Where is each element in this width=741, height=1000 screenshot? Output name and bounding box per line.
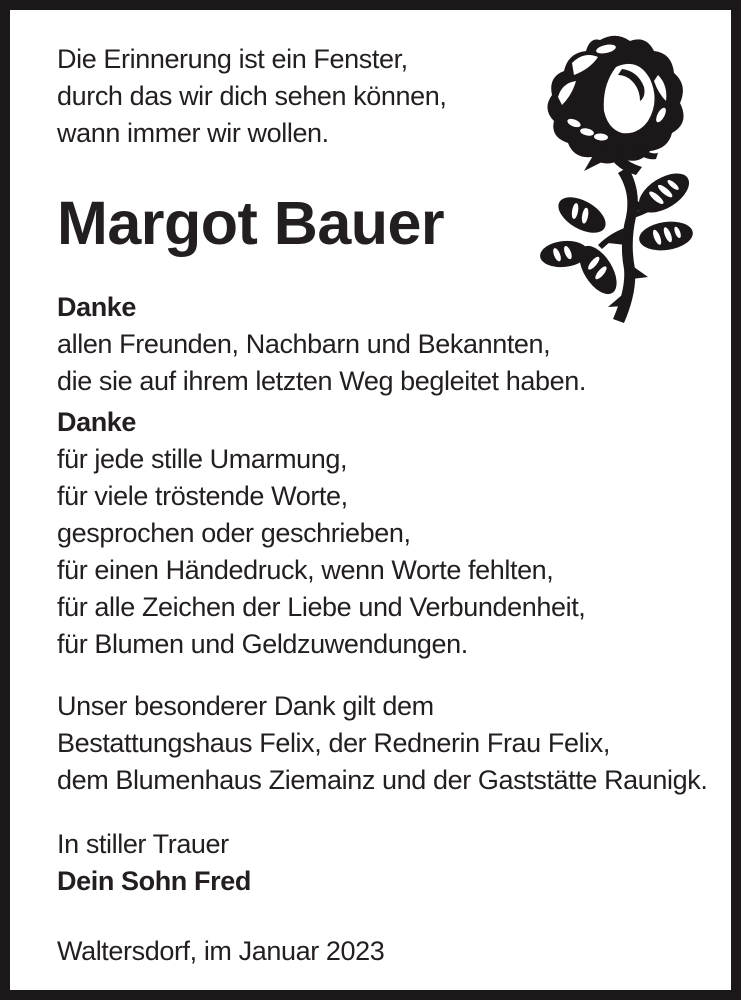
special-thanks-line: dem Blumenhaus Ziemainz und der Gaststätte Raunigk. (57, 765, 708, 795)
rose-illustration (538, 30, 696, 328)
deceased-name: Margot Bauer (57, 189, 445, 257)
poem-line: durch das wir dich sehen können, (57, 81, 447, 111)
place-dateline: Waltersdorf, im Januar 2023 (57, 936, 385, 966)
thanks-line: für jede stille Umarmung, (57, 444, 348, 474)
thanks-line: für viele tröstende Worte, (57, 481, 348, 511)
thanks-line: gesprochen oder geschrieben, (57, 518, 411, 548)
thanks-line: für einen Händedruck, wenn Worte fehlten, (57, 555, 554, 585)
special-thanks (57, 688, 707, 799)
poem-line: wann immer wir wollen. (57, 118, 329, 148)
thanks-line: allen Freunden, Nachbarn und Bekannten, (57, 329, 551, 359)
thanks-section-2 (57, 404, 585, 663)
closing-signature (57, 826, 251, 900)
thanks-line: die sie auf ihrem letzten Weg begleitet haben. (57, 366, 586, 396)
thanks-heading: Danke (57, 407, 137, 437)
thanks-line: für Blumen und Geldzuwendungen. (57, 629, 468, 659)
special-thanks-line: Unser besonderer Dank gilt dem (57, 691, 434, 721)
thanks-line: für alle Zeichen der Liebe und Verbundenheit, (57, 592, 586, 622)
thanks-section-1 (57, 289, 586, 400)
notice-content (10, 10, 731, 990)
special-thanks-line: Bestattungshaus Felix, der Rednerin Frau Felix, (57, 728, 610, 758)
mourner-name: Dein Sohn Fred (57, 866, 251, 896)
thanks-heading: Danke (57, 292, 137, 322)
memorial-poem (57, 41, 446, 152)
poem-line: Die Erinnerung ist ein Fenster, (57, 44, 408, 74)
mourning-phrase: In stiller Trauer (57, 829, 229, 859)
